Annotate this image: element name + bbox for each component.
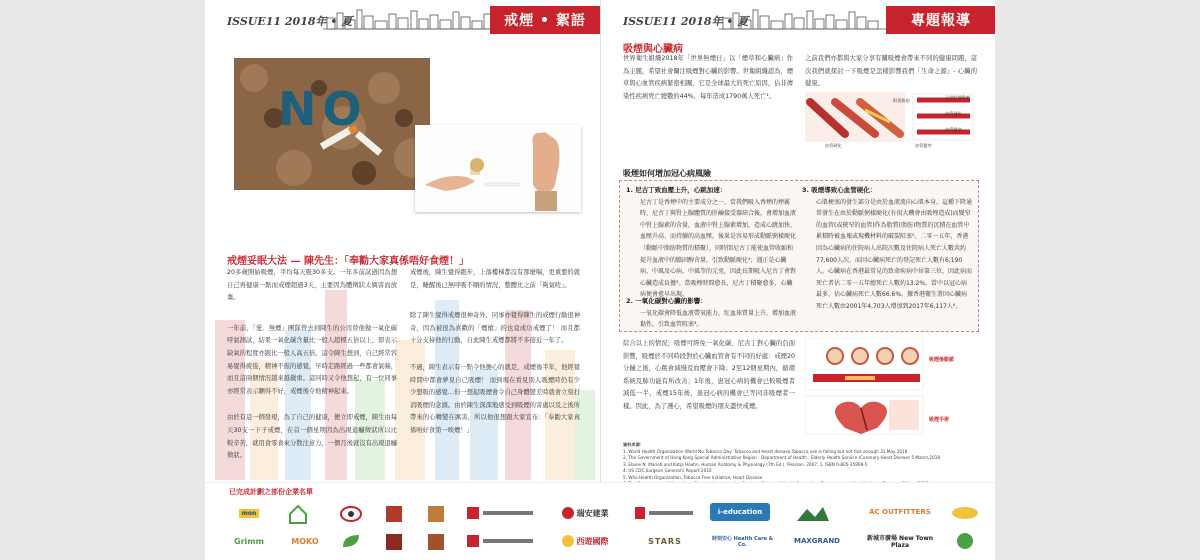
company-logo-icon (635, 505, 695, 521)
references-title: 資料來源： (623, 442, 644, 447)
risk-item-heading: 3. 吸煙導致心血管硬化： (802, 186, 877, 194)
diagram-label: 血管硬化 (945, 111, 962, 116)
right-page (600, 0, 995, 560)
partner-logo: 時刻安心 Health Care & Co. (711, 535, 774, 548)
mountain-logo-icon (795, 503, 831, 523)
partner-logo: Grimm (234, 536, 264, 546)
no-text: NO (278, 82, 368, 136)
logo-mark-icon (562, 507, 574, 519)
conclusion-paragraph: 綜合以上的情況，吸煙可經免一氧化碳、尼古丁對心臟的負面影響，吸煙於不同時段對於心臟血管會有不同的好處：戒煙20分鐘之後，心跳會減慢及血壓會下降；2至12個星期內，循環系統及肺功能有所改善；1年後，患冠心病的機會已較吸煙者減低一半，戒煙15年後，患冠心病的機會已等同非吸煙者一樣。因此，為了護心，希望吸煙的朋友盡快戒煙。 (623, 340, 795, 410)
seal-logo-icon (425, 531, 447, 553)
seal-logo-icon (383, 503, 405, 525)
risk-item-body: 心肌梗塞的發生部分是由於血液流向心肌本身。這種下降通常發生在由於動脈粥樣硬化(有很大機會由吸煙造成)而變窄的血管(或狹窄的血管)作為脂質(脂肪)物質的沉積在血管中累積時被血塊或現機材料的破裂阻塞⁵。二零一五年，香港因為心臟病的住院病人出院次數及住院病人死亡人數共約77,600人次，而因心臟病死亡的登記死亡人數有6,190人。心臟病在香港最常見的致命疾病中居第三位，因此病而死亡者佔二零一五年總死亡人數約13.2%，當中以冠心病最多，佔心臟病死亡人數66.6%。據香港衛生署因心臟病死亡人數由2001年4,703人增加到2017年6,117人⁶。 (816, 198, 973, 310)
risk-item-1 (626, 185, 796, 301)
risk-box (619, 180, 979, 332)
seal-logo-icon (383, 531, 405, 553)
section-title: 吸煙如何增加冠心病風險 (623, 169, 711, 178)
magazine-spread (205, 0, 995, 560)
article-column-1 (227, 267, 397, 469)
risk-item-heading: 2. 一氧化碳對心臟的影響： (626, 297, 707, 305)
partner-logo: STARS (648, 536, 682, 546)
artery-diagram (805, 92, 977, 150)
paragraph: 除了陳生覺得戒煙很神奇外，同事亦覺得陳生的戒煙行動很神奇，因為被很為喜歡的「煙槍」的也竟成功戒煙了！ 而且都十分支持他的行動，自此陳生戒煙都將不多接近一年了。 (410, 312, 581, 345)
no-smoking-photo (234, 58, 430, 190)
partner-logo (229, 503, 269, 523)
partners-title: 已完成計劃之部份企業名單 (229, 488, 313, 496)
diagram-label: 吸煙後動脈 (929, 357, 955, 363)
paragraph: 不過，陳生表示有一點令他擔心的就是，戒煙後半年，他經覺時間中都會夢見自己吸煙！ 而到現在看見別人吸煙時仍有少少想吸的感覺…但一想起吸煙會令自己身體變差時就會立刻打消吸煙的念頭。由於陳生深深地感受到吸煙的害處以及之後所帶來的心轉變在厲害，所以他很想跟大家宣布：「奉勸大家真係唔好食第一啖煙！」 (410, 363, 581, 434)
diagram-label: 血管硬化 (825, 143, 842, 148)
left-page (205, 0, 600, 560)
risk-item-body: 尼古丁是香煙中的主要成分之一，當我們吸入香煙的煙霧時，尼古丁與腎上腺體質的肝鹼接受器結合後，會增加血液中腎上腺素的含量，血液中腎上腺素增加，造成心跳加快、血壓升高、而持續的高血壓，後果是容易形成動脈粥樣硬化（動脈中脂肪物質的積聚），同時間尼古丁能使血管收縮和提升血液中的膽固醇含量，引致動脈硬化²；遇正是心臟病、中風及心病、中風等的元兇，因此長期吸入尼古丁會對心臟造成負擔³。當吸煙時間愈長，尼古丁積聚愈多，心臟病便會愈早出現。 (640, 198, 797, 299)
logo-mark-icon (562, 535, 574, 547)
heart-diagram (805, 338, 977, 436)
partner-logo: MOKO (291, 536, 319, 546)
article-heading: 吸煙與心臟病 (623, 44, 683, 55)
article-heading: 戒煙妥眠大法 — 陳先生：「奉勸大家真係唔好食煙！」 (227, 256, 469, 267)
partner-logo-text: mon (239, 509, 260, 518)
partner-logo: i-education (710, 503, 770, 521)
hand-refuse-icon (415, 125, 581, 212)
leaf-logo-icon (339, 531, 363, 551)
paragraph: 一年前，「愛．無煙」團隊曾去到陳生的公司替他做一氧化碳呼氣測試，結果一氧化碳含量比一般人超標五倍以上，即表示缺氧的程度亦跟比一般人高五倍。這令陳生想到，自己經常容易覺得疲倦，精神不振的感覺，早時走路經過一些都會氣喘，而且這兩個情況越來越嚴重。這同時又令他想起，有一位同事亦經常表示睏得不好，戒煙後令他精神起來。 (227, 324, 398, 395)
house-logo-icon (287, 503, 309, 525)
refuse-cigarette-photo (415, 125, 581, 212)
partner-logo: MAXGRAND (793, 537, 840, 545)
diagram-label: 血管變窄 (945, 127, 962, 132)
company-logo-icon (950, 531, 980, 551)
partner-logo-text: 瑞安建業 (576, 508, 609, 518)
diagram-label: 附著脂肪 (893, 98, 910, 103)
seal-logo-icon (425, 503, 447, 525)
issue-label: ISSUE11 2018年 • 夏 (227, 15, 353, 28)
intro-column-1: 世界衛生組織2018年「世界無煙日」以「煙草和心臟病」作為主題，希望社會關注吸煙對心臟的影響。世衛組織認為，煙草與心血管疾病緊密相關，它是全球最大的死亡原因，佔非傳染性疾病死亡總數的44%，每年造成1790萬人死亡¹。 (623, 55, 794, 100)
reference-item: 2. The Government of Hong Kong Special Administrative Region : Department of Health : Elderly Health Service (Coronary Heart Disease 5 March,2018 (623, 455, 941, 460)
partner-logo: 新城市廣場 New Town Plaza (866, 535, 934, 549)
skyline-icon (719, 8, 889, 30)
reference-item: 3. Elaine N. Marieb and Katja Hoehn. Human Anatomy & Physiology (7th Ed.). Pearson. 2007. 1. ISBN 0-805-35909-5 (623, 461, 868, 467)
reference-item: 1. World Health Organization World No Tobacco Day: Tobacco and Heart disease,Tobacco use is falling but not fast enough 31,May,2018 (623, 448, 908, 454)
diagram-label: 吸煙手術 (929, 417, 950, 423)
paragraph: 由於有這一個發現，為了自己的健康，便立即戒煙，陳生由每天30支一下子戒煙，在首一個星期因為出現退癮徵狀所以比較辛苦，就用食零食來分散注意力，一個月後就沒有出現退癮徵狀。 (227, 414, 398, 460)
partner-logo (545, 503, 625, 523)
risk-item-3 (802, 185, 972, 313)
article-column-2 (410, 267, 580, 444)
intro-column-2: 之前我們亦都與大家分享有關吸煙會帶來不同的健康問題，這次我們就探討一下吸煙是怎樣影響我們「生命之源」- 心臟的健康。 (805, 55, 977, 88)
reference-item: 4. US CDC,Surgeon General's Report 2010 (623, 468, 712, 473)
company-logo-icon (950, 505, 980, 521)
eye-logo-icon (339, 503, 363, 525)
risk-item-heading: 1. 尼古丁致血壓上升，心跳加速： (626, 186, 727, 194)
skyline-icon (323, 8, 503, 30)
paragraph: 戒煙後，陳生覺得跑步，上落樓梯都沒有那麼喘，更重要的就是，睡醒後已無呼吸不順的情況，整體比之前「夠氣咗」。 (410, 269, 581, 289)
partner-logo: AC OUTFITTERS (869, 508, 931, 516)
issue-label: ISSUE11 2018年 • 夏 (623, 15, 749, 28)
section-tag: 專題報導 (886, 6, 995, 34)
company-logo-icon (467, 505, 537, 521)
reference-item: 5. Who Health Organization, Tobacco Free Initiative; Heart Disease (623, 474, 763, 480)
diagram-label: 血管變窄 (915, 143, 932, 148)
risk-item-body: 一氧化碳會降低血液帶氧能力，紅血球質量上升，增加血液黏性，引致血管阻塞⁴。 (640, 309, 797, 329)
partner-logos (205, 482, 995, 560)
heart-artery-icon (805, 338, 977, 436)
risk-item-2 (626, 296, 796, 331)
partner-logo-text: 西遊國際 (576, 536, 609, 546)
partner-logo (545, 531, 625, 551)
company-logo-icon (467, 533, 537, 549)
section-tag: 戒煙 • 絮語 (490, 6, 600, 34)
paragraph: 20多歲開始吸煙，平均每天吸30多支。一年多前試過因為想自己再健康一點而戒煙超過3天，主要因為體徵狀太厲害而放棄。 (227, 269, 397, 302)
references (623, 442, 983, 488)
diagram-label: 正常狀態動脈 (945, 95, 971, 100)
